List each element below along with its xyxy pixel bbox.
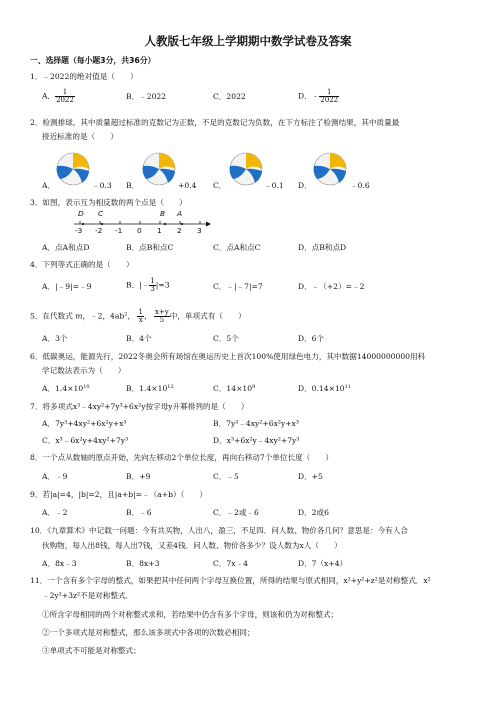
question-8-stem: 8．一个点从数轴的原点开始，先向左移动2个单位长度，再向右移动7个单位长度（ ） (30, 453, 334, 462)
volleyball-icon (229, 152, 263, 186)
q8-option-d: D．+5 (298, 472, 323, 481)
q1-option-c: C．2022 (213, 92, 246, 101)
q3-option-c: C．点A和点C (213, 243, 261, 252)
q5-option-a: A．3个 (42, 334, 68, 343)
q4-option-a: A．|﹣9|=﹣9 (42, 282, 92, 291)
tick-label: -3 (75, 226, 83, 235)
question-1-stem: 1．﹣2022的绝对值是（ ） (30, 72, 138, 81)
q8-option-c: C．﹣5 (213, 472, 239, 481)
point-b-label: B (160, 209, 166, 218)
q2-option-c-value: ﹣0.1 (264, 181, 284, 190)
page-title: 人教版七年级上学期期中数学试卷及答案 (144, 34, 352, 48)
q2-option-c-label: C． (213, 181, 227, 190)
volleyball-icon (142, 152, 176, 186)
volleyball-icon (313, 152, 347, 186)
q3-option-b: B．点B和点C (126, 243, 174, 252)
q3-option-a: A．点A和点D (42, 243, 90, 252)
q2-option-d-label: D． (298, 181, 312, 190)
q7-option-a: A．7y³+4xy²+6x²y+x³ (42, 419, 127, 428)
question-11-stem-cont: ﹣2y²+3z²不是对称整式． (42, 591, 134, 600)
question-9-stem: 9．若|a|=4，|b|=2，且|a+b|=﹣（a+b）（ ） (30, 490, 208, 499)
question-4-stem: 4．下列等式正确的是（ ） (30, 260, 134, 269)
q10-option-d: D．7（x+4） (298, 559, 348, 568)
q2-option-a-value: ﹣0.3 (92, 181, 112, 190)
number-line (72, 209, 212, 239)
question-3-stem: 3．如图，表示互为相反数的两个点是（ ） (30, 198, 187, 207)
q9-option-c: C．﹣2或﹣6 (213, 508, 259, 517)
q7-option-c: C．x³﹣6x²y+4xy²+7y³ (42, 436, 129, 445)
q11-statement-3: ③单项式不可能是对称整式； (42, 646, 141, 655)
q8-option-b: B．+9 (126, 472, 151, 481)
q6-option-c: C．$14\times 10^9$ (213, 384, 256, 393)
point-a-label: A (177, 209, 183, 218)
question-11-stem: 11．一个含有多个字母的整式，如果把其中任何两个字母互换位置，所得的结果与原式相同，x²+y²+z²是对称整式．x² (30, 576, 431, 585)
question-10-stem-cont: 伙购物，每人出8钱，每人出7钱，又差4钱．问人数、物价各多少？设人数为x人（ ） (42, 541, 342, 550)
q6-option-b: B．$1.4\times 10^{12}$ (126, 384, 174, 393)
q10-option-b: B．8x+3 (126, 559, 160, 568)
tick-label: -2 (95, 226, 103, 235)
question-2-stem-cont: 接近标准的是（ ） (42, 132, 118, 141)
q2-option-d-value: ﹣0.6 (350, 181, 370, 190)
q10-option-a: A．8x﹣3 (42, 559, 77, 568)
question-5-stem: 5．在代数式 m，﹣2，$4ab^2$， $\frac{1}{x}$ ， $\frac{x+y}{5}$ 中，单项式有（ ） (30, 308, 246, 324)
tick-label: 0 (137, 226, 142, 235)
tick-label: 1 (157, 226, 162, 235)
q11-statement-1: ①所含字母相同的两个对称整式求和，若结果中仍含有多个字母，则该和仍为对称整式； (42, 610, 339, 619)
q9-option-b: B．﹣6 (126, 508, 152, 517)
q7-option-d: D．x³+6x²y﹣4xy²+7y³ (213, 436, 300, 445)
q5-option-d: D．6个 (298, 334, 325, 343)
question-10-stem: 10．《九章算术》中记载一问题：今有共买物，人出八，盈三，不足四．问人数、物价各几何？意思是：今有人合 (30, 526, 408, 535)
question-6-stem-cont: 学记数法表示为（ ） (42, 366, 126, 375)
question-6-stem: 6．低碳奥运，能源先行，2022冬奥会所有场馆在奥运历史上首次100%使用绿色电力，其中数据14000000000用科 (30, 352, 426, 361)
q2-option-b-value: +0.4 (178, 181, 197, 190)
tick-label: 2 (177, 226, 182, 235)
q6-option-d: D．$0.14\times 10^{11}$ (298, 384, 351, 393)
number-line-axis (72, 209, 212, 239)
tick-label: 3 (197, 226, 202, 235)
question-2-stem: 2．检测排球，其中质量超过标准的克数记为正数，不足的克数记为负数，在下方标注了检测结果，其中质量最 (30, 118, 400, 127)
q2-option-b-label: B． (126, 181, 140, 190)
q4-option-b: B．|﹣ $\frac{1}{3}$ |=3 (126, 277, 170, 293)
point-c-label: C (98, 209, 104, 218)
q1-option-d: D．﹣ $\frac{1}{2022}$ (298, 88, 339, 104)
q10-option-c: C．7x﹣4 (213, 559, 248, 568)
q3-option-d: D．点B和点D (298, 243, 347, 252)
q9-option-a: A．﹣2 (42, 508, 68, 517)
q4-option-c: C．﹣|﹣7|=7 (213, 282, 263, 291)
point-d-label: D (78, 209, 84, 218)
q1-option-b: B．﹣2022 (126, 92, 167, 101)
q4-option-d: D．﹣（+2）=﹣2 (298, 282, 365, 291)
q7-option-b: B．7y³﹣4xy²+6x²y+x³ (213, 419, 299, 428)
q9-option-d: D．2或6 (298, 508, 329, 517)
q2-option-a-label: A． (42, 181, 56, 190)
q1-option-a: A． $\frac{1}{2022}$ (42, 88, 74, 104)
q6-option-a: A．$1.4\times 10^{10}$ (42, 384, 90, 393)
q8-option-a: A．﹣9 (42, 472, 68, 481)
q5-option-c: C．5个 (213, 334, 239, 343)
q5-option-b: B．4个 (126, 334, 152, 343)
volleyball-icon (56, 152, 90, 186)
tick-label: -1 (115, 226, 123, 235)
question-7-stem: 7．将多项式x³﹣4xy²+7y³+6x²y按字母y升幂排列的是（ ） (30, 402, 249, 411)
q11-statement-2: ②一个多项式是对称整式，那么该多项式中各项的次数必相同； (42, 628, 255, 637)
section-heading: 一、选择题（每小题3分，共36分） (30, 56, 156, 65)
